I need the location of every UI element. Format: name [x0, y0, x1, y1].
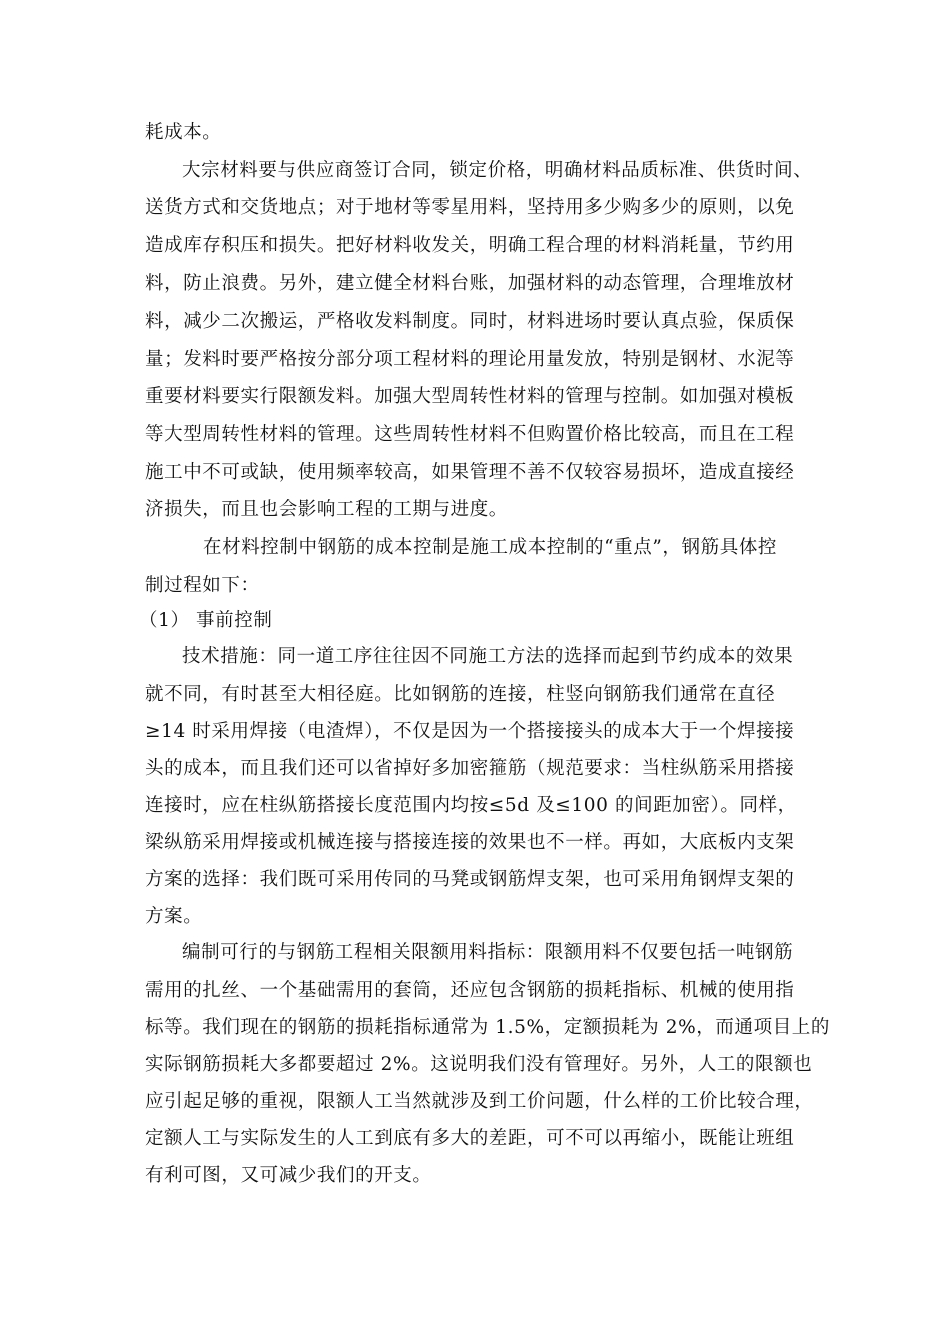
text-line: 料，减少二次搬运，严格收发料制度。同时，材料进场时要认真点验，保质保 — [145, 311, 795, 332]
text-line: 实际钢筋损耗大多都要超过 2%。这说明我们没有管理好。另外，人工的限额也 — [145, 1054, 813, 1075]
text-line: 标等。我们现在的钢筋的损耗指标通常为 1.5%，定额损耗为 2%，而通项目上的 — [145, 1017, 831, 1038]
text-line: 重要材料要实行限额发料。加强大型周转性材料的管理与控制。如加强对模板 — [145, 386, 795, 407]
text-line: 有利可图，又可减少我们的开支。 — [145, 1165, 432, 1186]
text-line: 就不同，有时甚至大相径庭。比如钢筋的连接，柱竖向钢筋我们通常在直径 — [145, 684, 776, 705]
text-line: 定额人工与实际发生的人工到底有多大的差距，可不可以再缩小，既能让班组 — [145, 1128, 795, 1149]
text-line: 技术措施：同一道工序往往因不同施工方法的选择而起到节约成本的效果 — [182, 646, 794, 667]
section-heading: （1） 事前控制 — [139, 610, 273, 631]
text-line: 需用的扎丝、一个基础需用的套筒，还应包含钢筋的损耗指标、机械的使用指 — [145, 980, 795, 1001]
text-line: 大宗材料要与供应商签订合同，锁定价格，明确材料品质标准、供货时间、 — [182, 160, 813, 181]
text-line: 在材料控制中钢筋的成本控制是施工成本控制的“重点”，钢筋具体控 — [203, 537, 778, 558]
text-line: 济损失，而且也会影响工程的工期与进度。 — [145, 499, 508, 520]
text-line: 编制可行的与钢筋工程相关限额用料指标：限额用料不仅要包括一吨钢筋 — [182, 942, 794, 963]
text-line: 梁纵筋采用焊接或机械连接与搭接连接的效果也不一样。再如，大底板内支架 — [145, 832, 795, 853]
text-line: 连接时，应在柱纵筋搭接长度范围内均按≤5d 及≤100 的间距加密）。同样， — [145, 795, 797, 816]
text-line: 送货方式和交货地点；对于地材等零星用料，坚持用多少购多少的原则，以免 — [145, 197, 795, 218]
text-line: ≥14 时采用焊接（电渣焊），不仅是因为一个搭接接头的成本大于一个焊接接 — [145, 721, 795, 742]
text-line: 头的成本，而且我们还可以省掉好多加密箍筋（规范要求：当柱纵筋采用搭接 — [145, 758, 795, 779]
text-line: 等大型周转性材料的管理。这些周转性材料不但购置价格比较高，而且在工程 — [145, 424, 795, 445]
text-line: 施工中不可或缺，使用频率较高，如果管理不善不仅较容易损坏，造成直接经 — [145, 462, 795, 483]
text-line: 应引起足够的重视，限额人工当然就涉及到工价问题，什么样的工价比较合理， — [145, 1091, 814, 1112]
text-line: 量；发料时要严格按分部分项工程材料的理论用量发放，特别是钢材、水泥等 — [145, 349, 795, 370]
text-line: 方案的选择：我们既可采用传同的马凳或钢筋焊支架，也可采用角钢焊支架的 — [145, 869, 795, 890]
text-line: 方案。 — [145, 906, 203, 927]
text-line: 造成库存积压和损失。把好材料收发关，明确工程合理的材料消耗量，节约用 — [145, 235, 795, 256]
text-line: 耗成本。 — [145, 122, 222, 143]
text-line: 料，防止浪费。另外，建立健全材料台账，加强材料的动态管理，合理堆放材 — [145, 273, 795, 294]
text-line: 制过程如下： — [145, 575, 260, 596]
